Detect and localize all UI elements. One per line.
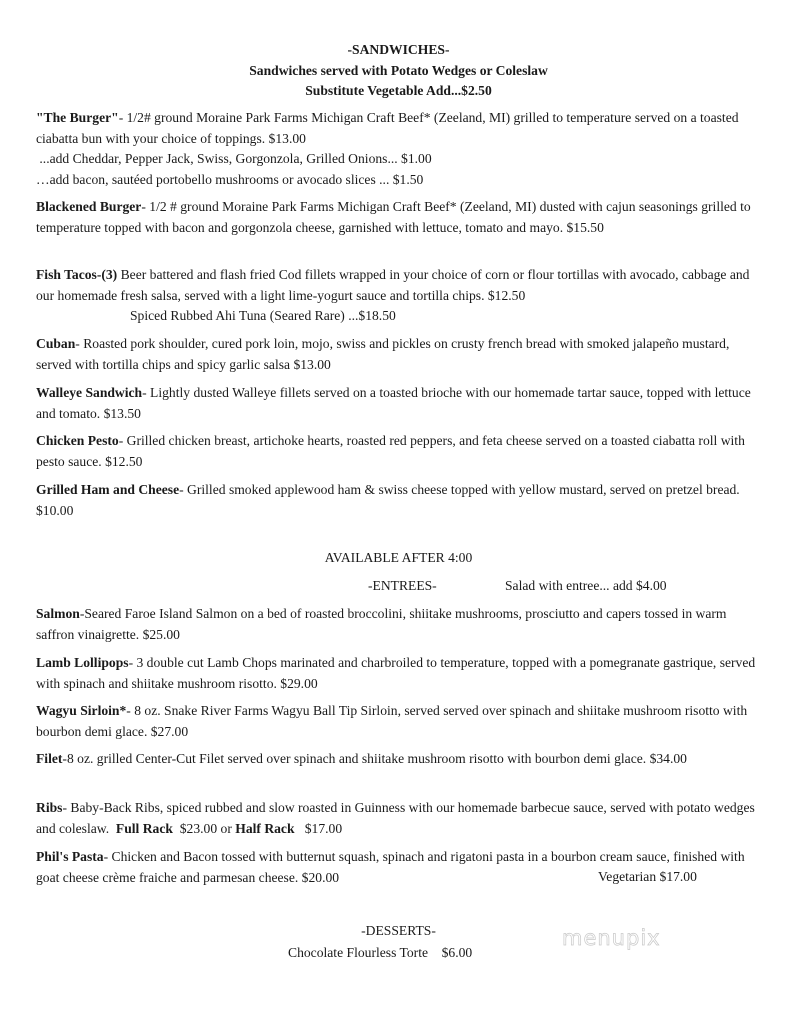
desserts-title: -DESSERTS-: [361, 923, 436, 938]
vegetarian-price: Vegetarian $17.00: [598, 869, 697, 884]
item-desc: - Roasted pork shoulder, cured pork loin, mojo, swiss and pickles on crusty french bread with smoked jalapeño mustard, served with tortilla chips and spicy garlic salsa $13.00: [36, 336, 730, 372]
menu-item-blackened-burger: [36, 197, 766, 238]
menu-item-cuban: [36, 334, 766, 375]
item-name: Filet: [36, 751, 63, 766]
sandwiches-subtitle: Sandwiches served with Potato Wedges or Coleslaw: [249, 63, 548, 78]
item-desc: - 1/2# ground Moraine Park Farms Michigan Craft Beef* (Zeeland, MI) grilled to temperature served on a toasted ciabatta bun with your choice of toppings. $13.00: [36, 110, 739, 146]
item-desc: - Baby-Back Ribs, spiced rubbed and slow roasted in Guinness with our homemade barbecue sauce, served with potato wedges and coleslaw.: [36, 800, 759, 836]
menu-item-wagyu-sirloin: [36, 701, 766, 742]
menu-item-ribs: [36, 798, 766, 839]
item-desc: - 1/2 # ground Moraine Park Farms Michigan Craft Beef* (Zeeland, MI) dusted with cajun seasonings grilled to temperature topped with bacon and gorgonzola cheese, garnished with lettuce, tomato and mayo. $15.50: [36, 199, 751, 235]
item-desc: - Lightly dusted Walleye fillets served on a toasted brioche with our homemade tartar sauce, topped with lettuce and tomato. $13.50: [36, 385, 751, 421]
menu-item-fish-tacos: [36, 265, 766, 327]
item-extra: Spiced Rubbed Ahi Tuna (Seared Rare) ...$18.50: [130, 308, 396, 323]
item-desc: -8 oz. grilled Center-Cut Filet served over spinach and shiitake mushroom risotto with bourbon demi glace. $34.00: [62, 751, 687, 766]
item-desc: - 3 double cut Lamb Chops marinated and charbroiled to temperature, topped with a pomegranate gastrique, served with spinach and shiitake mushroom risotto. $29.00: [36, 655, 756, 691]
full-rack-price: $23.00 or: [172, 820, 236, 836]
item-desc: - Grilled chicken breast, artichoke hearts, roasted red peppers, and feta cheese served on a toasted ciabatta roll with pesto sauce. $12.50: [36, 433, 745, 469]
item-name: Salmon: [36, 606, 80, 621]
item-desc: Beer battered and flash fried Cod fillets wrapped in your choice of corn or flour tortillas with avocado, cabbage and our homemade fresh salsa, served with a light lime-yogurt sauce and tortilla chips. $12.50: [36, 267, 750, 303]
menu-item-grilled-ham-and-cheese: [36, 480, 766, 521]
item-desc: - 8 oz. Snake River Farms Wagyu Ball Tip Sirloin, served served over spinach and shiitake mushroom risotto with bourbon demi glace. $27.00: [36, 703, 748, 739]
full-rack-label: Full Rack: [115, 820, 173, 836]
item-extra: ...add Cheddar, Pepper Jack, Swiss, Gorgonzola, Grilled Onions... $1.00: [36, 151, 432, 166]
item-name: "The Burger": [36, 110, 119, 125]
item-desc: -Seared Faroe Island Salmon on a bed of roasted broccolini, shiitake mushrooms, prosciutto and capers tossed in warm saffron vinaigrette. $25.00: [36, 606, 727, 642]
item-name: Phil's Pasta: [36, 849, 104, 864]
item-name: Grilled Ham and Cheese: [36, 482, 180, 497]
item-name: Cuban: [36, 336, 76, 351]
menu-item-salmon: [36, 604, 766, 645]
menu-item-lamb-lollipops: [36, 653, 766, 694]
dessert-name: Chocolate Flourless Torte: [288, 945, 428, 960]
entrees-title: -ENTREES-: [368, 578, 437, 593]
item-name: Lamb Lollipops: [36, 655, 129, 670]
half-rack-label: Half Rack: [235, 820, 295, 836]
item-name: Blackened Burger: [36, 199, 142, 214]
entrees-salad-note: Salad with entree... add $4.00: [505, 578, 667, 593]
item-desc: - Chicken and Bacon tossed with butternut squash, spinach and rigatoni pasta in a bourbon cream sauce, finished with goat cheese crème fraiche and parmesan cheese. $20.00: [36, 849, 745, 885]
half-rack-price: $17.00: [294, 820, 343, 836]
dessert-price: $6.00: [441, 945, 473, 960]
menu-item-chicken-pesto: [36, 431, 766, 472]
menu-item-filet: [36, 749, 766, 770]
item-name: Wagyu Sirloin*: [36, 703, 127, 718]
available-after-note: AVAILABLE AFTER 4:00: [324, 550, 473, 565]
sandwiches-title: -SANDWICHES-: [347, 42, 450, 57]
menu-item-walleye-sandwich: [36, 383, 766, 424]
item-name: Chicken Pesto: [36, 433, 119, 448]
dessert-item: [288, 943, 472, 964]
item-desc: - Grilled smoked applewood ham & swiss cheese topped with yellow mustard, served on pretzel bread. $10.00: [36, 482, 740, 518]
menu-item-the-burger: [36, 108, 766, 190]
item-name: Fish Tacos-(3): [36, 267, 118, 282]
item-name: Ribs: [36, 800, 63, 815]
item-extra: …add bacon, sautéed portobello mushrooms or avocado slices ... $1.50: [36, 171, 424, 187]
sandwiches-substitute: Substitute Vegetable Add...$2.50: [305, 83, 492, 98]
item-name: Walleye Sandwich: [36, 385, 143, 400]
menupix-watermark: menupix: [562, 926, 661, 950]
